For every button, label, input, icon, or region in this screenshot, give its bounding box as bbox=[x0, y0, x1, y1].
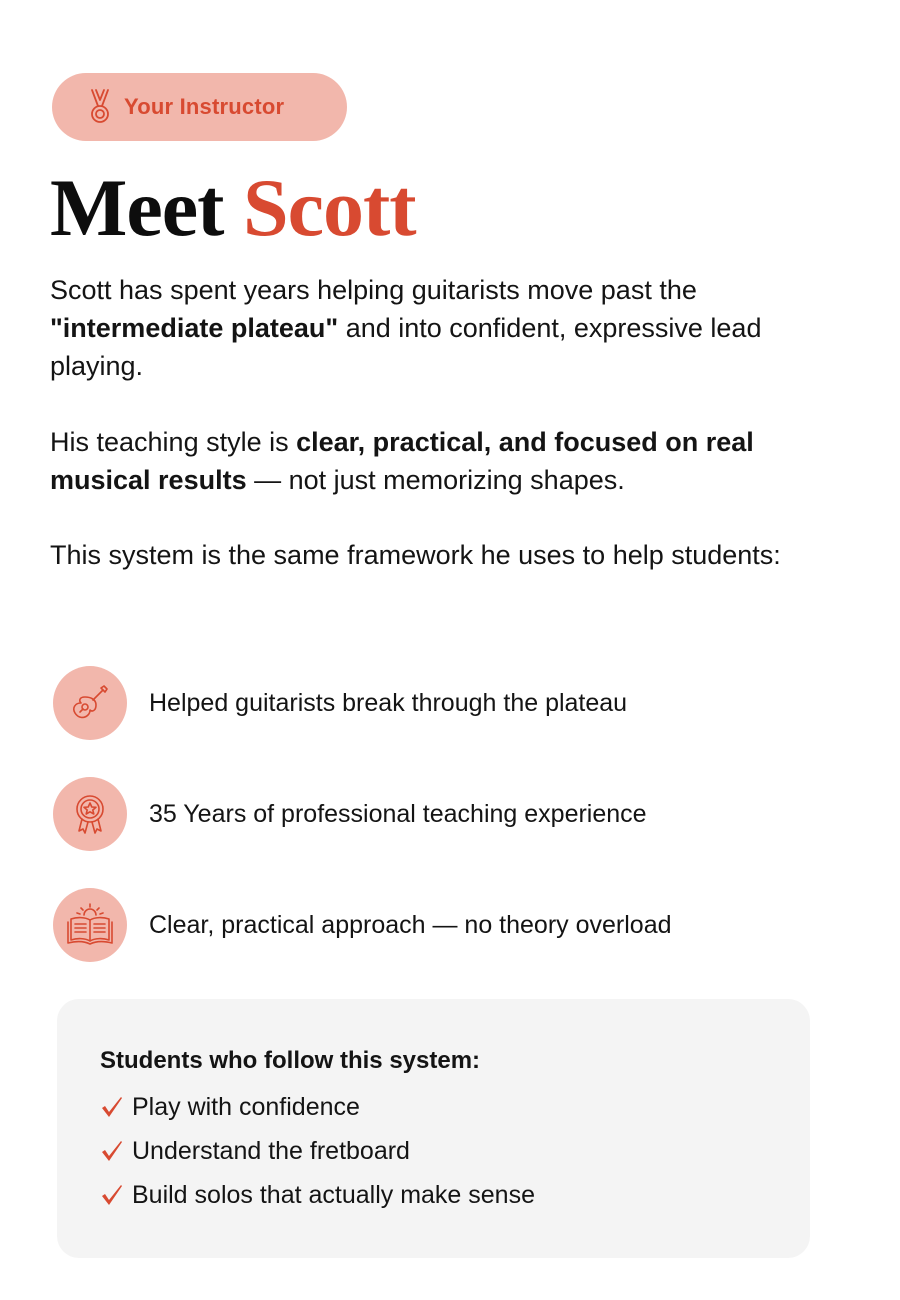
title-prefix: Meet bbox=[50, 162, 224, 253]
style-bold: clear, practical, and focused on real musical results bbox=[50, 427, 754, 495]
guitar-icon bbox=[53, 666, 127, 740]
list-item-label: Understand the fretboard bbox=[132, 1136, 410, 1165]
list-item bbox=[100, 1129, 810, 1173]
teaching-style-paragraph bbox=[50, 423, 810, 499]
list-item bbox=[100, 1173, 810, 1217]
feature-item-plateau bbox=[53, 666, 813, 740]
checkmark-icon bbox=[100, 1139, 124, 1163]
award-ribbon-icon bbox=[53, 777, 127, 851]
intro-bold: "intermediate plateau" bbox=[50, 313, 339, 343]
style-text-1: His teaching style is bbox=[50, 427, 297, 457]
list-item bbox=[100, 1085, 810, 1129]
results-title: Students who follow this system: bbox=[100, 1047, 481, 1074]
framework-paragraph: This system is the same framework he uses to help students: bbox=[50, 540, 781, 570]
page-title bbox=[50, 162, 416, 253]
feature-text: Helped guitarists break through the plateau bbox=[149, 688, 628, 717]
instructor-badge bbox=[52, 73, 347, 141]
feature-item-approach bbox=[53, 888, 813, 962]
intro-text-2: and into confident, expressive lead playing. bbox=[50, 313, 762, 381]
medal-icon bbox=[86, 88, 114, 126]
checkmark-icon bbox=[100, 1095, 124, 1119]
results-card bbox=[57, 999, 810, 1258]
feature-text: 35 Years of professional teaching experience bbox=[149, 799, 647, 828]
title-name: Scott bbox=[243, 162, 416, 253]
feature-text: Clear, practical approach — no theory overload bbox=[149, 910, 672, 939]
open-book-icon bbox=[53, 888, 127, 962]
style-text-2: — not just memorizing shapes. bbox=[246, 465, 625, 495]
feature-item-experience bbox=[53, 777, 813, 851]
intro-text-1: Scott has spent years helping guitarists move past the bbox=[50, 275, 697, 305]
badge-label: Your Instructor bbox=[124, 94, 285, 119]
checkmark-icon bbox=[100, 1183, 124, 1207]
intro-paragraph bbox=[50, 271, 810, 385]
list-item-label: Build solos that actually make sense bbox=[132, 1180, 535, 1209]
list-item-label: Play with confidence bbox=[132, 1092, 360, 1121]
